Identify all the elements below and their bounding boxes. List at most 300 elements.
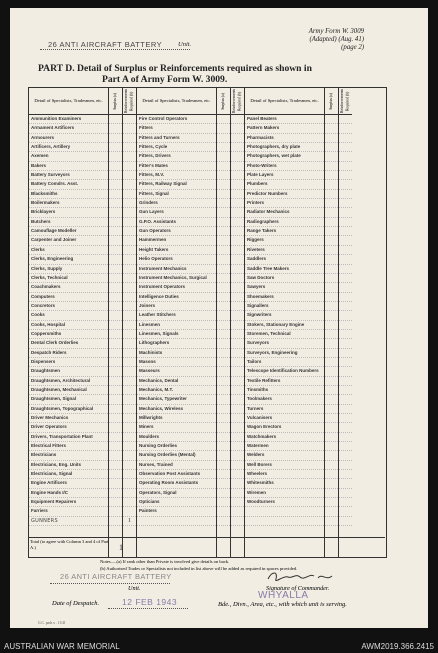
surplus-cell	[109, 461, 122, 470]
surplus-cell	[325, 143, 338, 152]
table-row-label: Masons	[137, 358, 216, 367]
table-row-label: Coppersmiths	[29, 330, 108, 339]
table-row-label: Electricians, Eng. Units	[29, 461, 108, 470]
table-row-label: Driver Mechanics	[29, 414, 108, 423]
column-surplus-2	[217, 88, 231, 557]
reinforcement-cell	[339, 330, 352, 339]
table-row-label: Photographers, wet plate	[245, 152, 324, 161]
surplus-cell	[325, 134, 338, 143]
table-row-label: Fitters, Cycle	[137, 143, 216, 152]
surplus-cell	[325, 218, 338, 227]
table-row-label: Mechanics, M.T.	[137, 386, 216, 395]
surplus-cell	[217, 162, 230, 171]
reinforcement-cell	[123, 293, 136, 302]
form-ref-line-2: (Adapted) (Aug. 41)	[309, 36, 364, 43]
table-row-label: Despatch Riders	[29, 349, 108, 358]
reinforcement-cell	[123, 339, 136, 348]
table-row-label: Instrument Mechanics	[137, 265, 216, 274]
unit-underline-bottom	[50, 583, 170, 584]
surplus-cell	[325, 265, 338, 274]
table-row-label: Welders	[245, 451, 324, 460]
surplus-cell	[109, 423, 122, 432]
reinforcement-cell	[339, 470, 352, 479]
header-detail-2: Detail of Specialists, Tradesmen, etc.	[137, 88, 216, 115]
surplus-cell	[325, 507, 338, 516]
reinforcement-cell	[339, 405, 352, 414]
reinforcement-cell	[339, 124, 352, 133]
table-row-label: Plumbers	[245, 180, 324, 189]
reinforcement-cell	[231, 162, 244, 171]
reinforcement-cell	[231, 265, 244, 274]
surplus-cell	[109, 143, 122, 152]
table-row-label: Radiator Mechanics	[245, 208, 324, 217]
reinforcement-cell	[231, 152, 244, 161]
table-row-label: Saw Doctors	[245, 274, 324, 283]
table-row-label: Wiremen	[245, 489, 324, 498]
reinforcement-cell	[339, 479, 352, 488]
surplus-cell	[109, 358, 122, 367]
table-row-label: Concretors	[29, 302, 108, 311]
table-row-label: Photographers, dry plate	[245, 143, 324, 152]
table-row-label: Lithographers	[137, 339, 216, 348]
surplus-cell	[325, 330, 338, 339]
reinforcement-cell	[123, 162, 136, 171]
reinforcement-cell	[231, 498, 244, 507]
despatch-label: Date of Despatch.	[52, 600, 100, 607]
column-reinf-3	[339, 88, 352, 557]
table-row-label: Mechanics, Dental	[137, 377, 216, 386]
table-row-label: Mechanics, Typewriter	[137, 395, 216, 404]
caption-institution: AUSTRALIAN WAR MEMORIAL	[4, 642, 120, 651]
despatch-date-stamp: 12 FEB 1943	[122, 597, 178, 607]
table-row-label: Panel Beaters	[245, 115, 324, 124]
surplus-cell	[217, 152, 230, 161]
surplus-cell	[109, 349, 122, 358]
reinforcement-cell	[339, 321, 352, 330]
reinforcement-cell	[231, 377, 244, 386]
table-row-label: Riveters	[245, 246, 324, 255]
table-row-label: Operating Room Assistants	[137, 479, 216, 488]
table-row-label: Axemen	[29, 152, 108, 161]
table-row-label: Wheelers	[245, 470, 324, 479]
reinforcement-cell	[339, 507, 352, 516]
table-row-label: Linesmen, Signals	[137, 330, 216, 339]
surplus-cell	[325, 414, 338, 423]
table-row-label: Joiners	[137, 302, 216, 311]
table-row-label: Masseurs	[137, 367, 216, 376]
surplus-cell	[109, 479, 122, 488]
table-row-label: Equipment Repairers	[29, 498, 108, 507]
reinforcement-cell	[339, 293, 352, 302]
table-row-label: Toolmakers	[245, 395, 324, 404]
surplus-cell	[325, 358, 338, 367]
specialists-table	[28, 87, 387, 558]
surplus-cell	[109, 395, 122, 404]
reinforcement-cell	[339, 255, 352, 264]
surplus-cell	[217, 190, 230, 199]
reinforcement-cell: 1	[123, 517, 136, 526]
caption-accession: AWM2019.366.2415	[361, 642, 434, 651]
reinforcement-cell	[231, 321, 244, 330]
table-row-label: Driver Operators	[29, 423, 108, 432]
table-row-label: Operators, Signal	[137, 489, 216, 498]
surplus-cell	[325, 171, 338, 180]
surplus-cell	[325, 293, 338, 302]
table-row-label	[137, 517, 216, 526]
surplus-cell	[109, 330, 122, 339]
reinforcement-cell	[123, 265, 136, 274]
surplus-cell	[109, 405, 122, 414]
table-row-label: Miners	[137, 423, 216, 432]
surplus-cell	[109, 134, 122, 143]
table-row-label: Draughtsmen	[29, 367, 108, 376]
table-row-label: Gun Layers	[137, 208, 216, 217]
surplus-cell	[325, 489, 338, 498]
table-row-label: Whitesmiths	[245, 479, 324, 488]
reinforcement-cell	[231, 218, 244, 227]
reinforcement-cell	[123, 311, 136, 320]
surplus-cell	[217, 358, 230, 367]
column-names-2	[137, 88, 217, 557]
table-row-label: Vulcanisers	[245, 414, 324, 423]
surplus-cell	[217, 442, 230, 451]
reinforcement-cell	[231, 442, 244, 451]
surplus-cell	[217, 208, 230, 217]
surplus-cell	[109, 321, 122, 330]
table-row-label: Draughtsmen, Mechanical	[29, 386, 108, 395]
surplus-cell	[217, 470, 230, 479]
table-row-label: Nursing Orderlies (Mental)	[137, 451, 216, 460]
reinforcement-cell	[339, 367, 352, 376]
despatch-underline	[108, 608, 188, 609]
table-row-label: Radiographers	[245, 218, 324, 227]
reinforcement-cell	[231, 255, 244, 264]
reinforcement-cell	[123, 190, 136, 199]
table-row-label: Ammunition Examiners	[29, 115, 108, 124]
table-row-label: Moulders	[137, 433, 216, 442]
header-detail-3: Detail of Specialists, Tradesmen, etc.	[245, 88, 324, 115]
surplus-cell	[217, 414, 230, 423]
bde-label: Bde., Divn., Area, etc., with which unit is serving.	[218, 601, 347, 608]
column-surplus-1	[109, 88, 123, 557]
surplus-cell	[217, 302, 230, 311]
surplus-cell	[325, 461, 338, 470]
table-row-label: Fire Control Operators	[137, 115, 216, 124]
surplus-cell	[217, 349, 230, 358]
table-row-label: Shoemakers	[245, 293, 324, 302]
surplus-cell	[325, 274, 338, 283]
surplus-cell	[325, 311, 338, 320]
table-row-label: Wagon Erectors	[245, 423, 324, 432]
table-row-label: Instrument Operators	[137, 283, 216, 292]
reinforcement-cell	[339, 489, 352, 498]
reinforcement-cell	[231, 367, 244, 376]
surplus-cell	[109, 218, 122, 227]
table-row-label: Artificers, Artillery	[29, 143, 108, 152]
reinforcement-cell	[339, 115, 352, 124]
table-row-label: Fitters, Signal	[137, 190, 216, 199]
reinforcement-cell	[123, 152, 136, 161]
table-row-label: Photo-Writers	[245, 162, 324, 171]
surplus-cell	[217, 171, 230, 180]
surplus-cell	[217, 265, 230, 274]
surplus-cell	[217, 489, 230, 498]
surplus-cell	[217, 339, 230, 348]
surplus-cell	[325, 199, 338, 208]
table-row-label: Armourers	[29, 134, 108, 143]
total-reinforcements: 1	[119, 543, 123, 552]
surplus-cell	[217, 461, 230, 470]
reinforcement-cell	[123, 124, 136, 133]
header-detail-1: Detail of Specialists, Tradesmen, etc.	[29, 88, 108, 115]
reinforcement-cell	[339, 236, 352, 245]
reinforcement-cell	[123, 442, 136, 451]
table-row-label: Millwrights	[137, 414, 216, 423]
column-reinf-1	[123, 88, 136, 557]
table-group-2	[137, 88, 245, 557]
reinforcement-cell	[231, 246, 244, 255]
table-group-3	[245, 88, 352, 557]
surplus-cell	[325, 246, 338, 255]
reinforcement-cell	[339, 339, 352, 348]
table-row-label: Pharmacists	[245, 134, 324, 143]
table-row-label: Machinists	[137, 349, 216, 358]
reinforcement-cell	[123, 180, 136, 189]
unit-label-bottom: Unit.	[128, 585, 141, 592]
table-row-label: Nursing Orderlies	[137, 442, 216, 451]
table-row-label: Electrical Fitters	[29, 442, 108, 451]
reinforcement-cell	[339, 517, 352, 526]
reinforcement-cell	[339, 414, 352, 423]
surplus-cell	[109, 367, 122, 376]
table-row-label: Surveyors	[245, 339, 324, 348]
surplus-cell	[217, 377, 230, 386]
reinforcement-cell	[339, 386, 352, 395]
reinforcement-cell	[231, 190, 244, 199]
surplus-cell	[325, 470, 338, 479]
surplus-cell	[217, 199, 230, 208]
surplus-cell	[109, 293, 122, 302]
surplus-cell	[109, 124, 122, 133]
column-names-3	[245, 88, 325, 557]
reinforcement-cell	[231, 489, 244, 498]
reinforcement-cell	[123, 227, 136, 236]
surplus-cell	[325, 180, 338, 189]
surplus-cell	[217, 451, 230, 460]
reinforcement-cell	[339, 433, 352, 442]
reinforcement-cell	[123, 283, 136, 292]
reinforcement-cell	[231, 311, 244, 320]
reinforcement-cell	[231, 134, 244, 143]
table-row-label: Engine Hands I/C	[29, 489, 108, 498]
surplus-cell	[109, 162, 122, 171]
surplus-cell	[109, 190, 122, 199]
unit-stamp-bottom: 26 ANTI AIRCRAFT BATTERY	[60, 572, 172, 581]
surplus-cell	[325, 208, 338, 217]
table-row-label: Coachmakers	[29, 283, 108, 292]
reinforcement-cell	[231, 115, 244, 124]
reinforcement-cell	[339, 358, 352, 367]
surplus-cell	[109, 236, 122, 245]
reinforcement-cell	[339, 349, 352, 358]
table-row-label: Saddle Tree Makers	[245, 265, 324, 274]
table-row-label: Engine Artificers	[29, 479, 108, 488]
form-ref-line-3: (page 2)	[341, 44, 364, 51]
note-a: Notes.—(a) If rank other than Private is involved give details on back.	[100, 559, 230, 564]
reinforcement-cell	[231, 293, 244, 302]
table-row-label: Blacksmiths	[29, 190, 108, 199]
table-row-label: Cooks	[29, 311, 108, 320]
table-row-label: Draughtsmen, Topographical	[29, 405, 108, 414]
surplus-cell	[325, 255, 338, 264]
reinforcement-cell	[231, 349, 244, 358]
reinforcement-cell	[123, 199, 136, 208]
surplus-cell	[217, 507, 230, 516]
table-row-label: Electricians	[29, 451, 108, 460]
table-row-label: Leather Stitchers	[137, 311, 216, 320]
reinforcement-cell	[231, 386, 244, 395]
surplus-cell	[217, 134, 230, 143]
table-row-label: Hammermen	[137, 236, 216, 245]
reinforcement-cell	[123, 134, 136, 143]
surplus-cell	[325, 339, 338, 348]
surplus-cell	[217, 321, 230, 330]
table-row-label: Telescope Identification Numbers	[245, 367, 324, 376]
reinforcement-cell	[231, 124, 244, 133]
reinforcement-cell	[231, 461, 244, 470]
surplus-cell	[109, 152, 122, 161]
surplus-cell	[325, 152, 338, 161]
table-row-label: GUNNERS	[29, 517, 108, 526]
surplus-cell	[217, 498, 230, 507]
table-row-label: Cooks, Hospital	[29, 321, 108, 330]
reinforcement-cell	[123, 451, 136, 460]
surplus-cell	[109, 386, 122, 395]
table-row-label: Grinders	[137, 199, 216, 208]
surplus-cell	[217, 180, 230, 189]
reinforcement-cell	[123, 377, 136, 386]
reinforcement-cell	[231, 414, 244, 423]
table-row-label: Electricians, Signal	[29, 470, 108, 479]
table-row-label: Draughtsmen, Signal	[29, 395, 108, 404]
surplus-cell	[109, 339, 122, 348]
form-reference	[274, 28, 364, 52]
reinforcement-cell	[339, 451, 352, 460]
reinforcement-cell	[123, 274, 136, 283]
header-surplus-1: Surplus (a)	[109, 88, 122, 115]
table-row-label: Turners	[245, 405, 324, 414]
table-row-label: Surveyors, Engineering	[245, 349, 324, 358]
table-row-label: Sawyers	[245, 283, 324, 292]
table-row-label: Intelligence Duties	[137, 293, 216, 302]
reinforcement-cell	[339, 218, 352, 227]
surplus-cell	[325, 367, 338, 376]
surplus-cell	[109, 227, 122, 236]
surplus-cell	[217, 143, 230, 152]
surplus-cell	[109, 442, 122, 451]
surplus-cell	[217, 124, 230, 133]
commander-signature	[262, 567, 362, 587]
surplus-cell	[217, 517, 230, 526]
table-row-label: Linesmen	[137, 321, 216, 330]
reinforcement-cell	[339, 199, 352, 208]
reinforcement-cell	[123, 461, 136, 470]
surplus-cell	[217, 218, 230, 227]
title-line-2: Part A of Army Form W. 3009.	[102, 74, 228, 85]
surplus-cell	[109, 311, 122, 320]
table-group-1	[29, 88, 137, 557]
reinforcement-cell	[339, 498, 352, 507]
reinforcement-cell	[231, 143, 244, 152]
reinforcement-cell	[123, 423, 136, 432]
reinforcement-cell	[123, 479, 136, 488]
surplus-cell	[217, 423, 230, 432]
reinforcement-cell	[123, 358, 136, 367]
reinforcement-cell	[339, 190, 352, 199]
surplus-cell	[325, 442, 338, 451]
table-row-label: Watermen	[245, 442, 324, 451]
table-row-label: Painters	[137, 507, 216, 516]
surplus-cell	[109, 246, 122, 255]
reinforcement-cell	[231, 180, 244, 189]
table-row-label: Plate Layers	[245, 171, 324, 180]
reinforcement-cell	[231, 330, 244, 339]
table-row-label: Range Takers	[245, 227, 324, 236]
column-reinf-2	[231, 88, 244, 557]
surplus-cell	[217, 405, 230, 414]
reinforcement-cell	[339, 227, 352, 236]
table-row-label: Dental Clerk Orderlies	[29, 339, 108, 348]
surplus-cell	[109, 180, 122, 189]
reinforcement-cell	[231, 236, 244, 245]
table-row-label: Mechanics, Wireless	[137, 405, 216, 414]
table-row-label: Gun Operators	[137, 227, 216, 236]
table-row-label: Draughtsmen, Architectural	[29, 377, 108, 386]
table-row-label: Watchmakers	[245, 433, 324, 442]
reinforcement-cell	[339, 423, 352, 432]
table-row-label: Fitter's Mates	[137, 162, 216, 171]
reinforcement-cell	[231, 274, 244, 283]
surplus-cell	[217, 395, 230, 404]
surplus-cell	[217, 246, 230, 255]
reinforcement-cell	[339, 461, 352, 470]
table-row-label: Armament Artificers	[29, 124, 108, 133]
table-row-label: Fitters, Railway Signal	[137, 180, 216, 189]
surplus-cell	[217, 293, 230, 302]
reinforcement-cell	[339, 180, 352, 189]
surplus-cell	[325, 395, 338, 404]
reinforcement-cell	[339, 442, 352, 451]
reinforcement-cell	[231, 283, 244, 292]
reinforcement-cell	[231, 171, 244, 180]
surplus-cell	[325, 517, 338, 526]
table-row-label: Dispensers	[29, 358, 108, 367]
print-reference: G.C. pads x . 11/41	[38, 621, 66, 625]
reinforcement-cell	[123, 386, 136, 395]
reinforcement-cell	[123, 349, 136, 358]
reinforcement-cell	[339, 311, 352, 320]
table-row-label: Clerks, Engineering	[29, 255, 108, 264]
surplus-cell	[217, 433, 230, 442]
surplus-cell	[109, 265, 122, 274]
part-d-title	[38, 63, 408, 85]
table-row-label: Boilermakers	[29, 199, 108, 208]
surplus-cell	[217, 386, 230, 395]
table-row-label: Fitters, M.V.	[137, 171, 216, 180]
table-row-label: Computers	[29, 293, 108, 302]
surplus-cell	[325, 321, 338, 330]
reinforcement-cell	[231, 517, 244, 526]
